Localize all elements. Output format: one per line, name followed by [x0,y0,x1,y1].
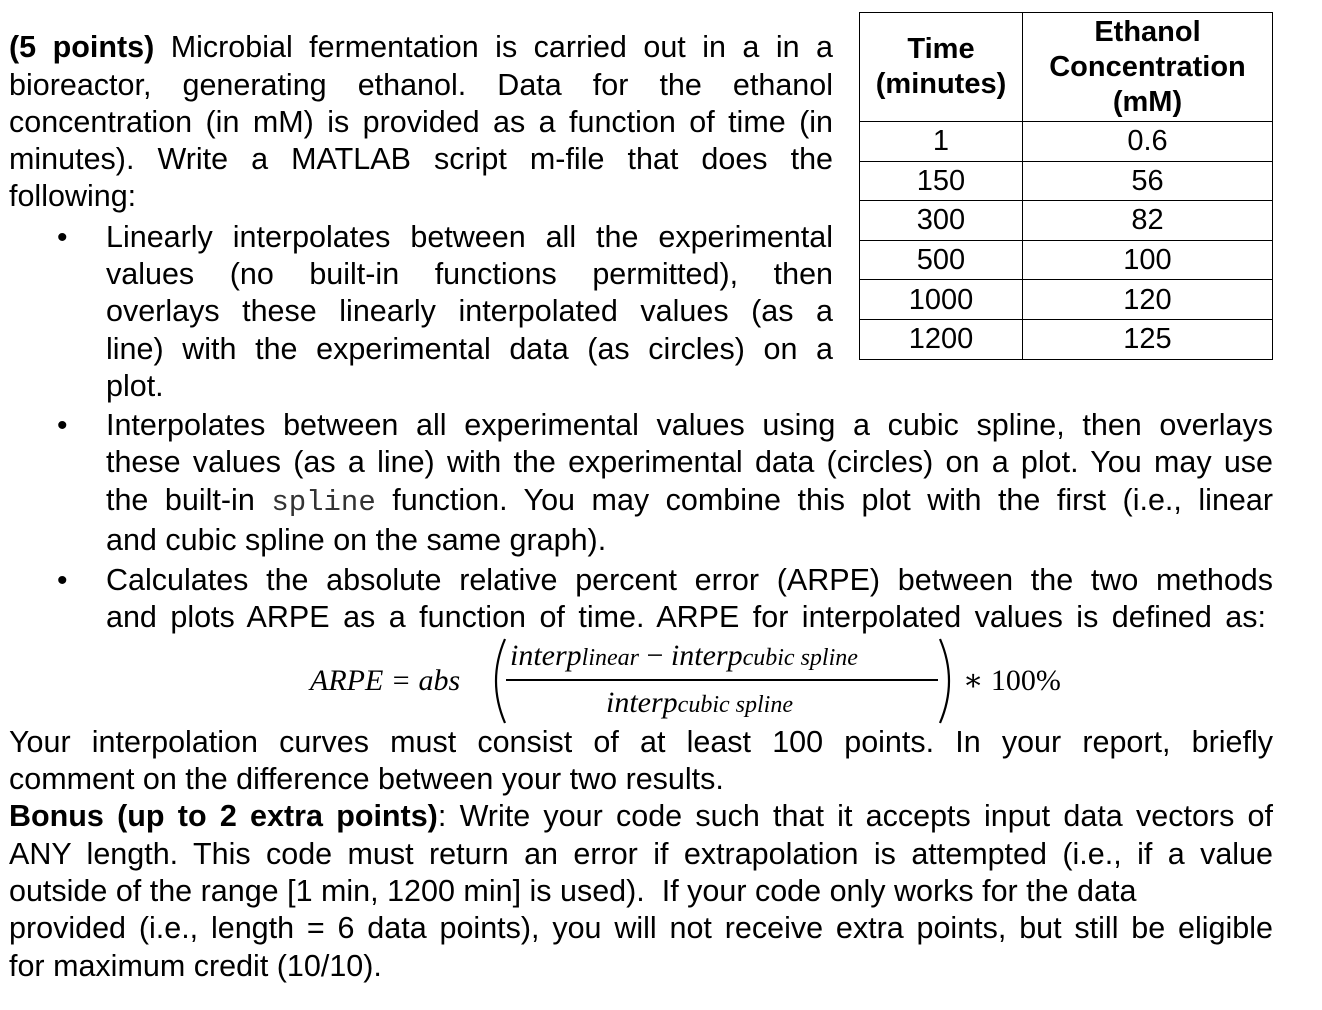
bullet-marker-1: • [57,221,68,254]
closing-line-2: comment on the difference between your two results. [9,762,724,796]
table-row [860,280,1273,320]
bullet-2-line-1: Interpolates between all experimental values using a cubic spline, then overlays [106,408,1273,442]
table-row [860,319,1273,359]
bullet-3-line-2: and plots ARPE as a function of time. ARPE for interpolated values is defined as: [106,600,1266,634]
time-cell: 150 [860,161,1023,201]
time-cell: 1000 [860,280,1023,320]
formula-denominator: interpcubic spline [606,686,793,719]
table-row [860,161,1273,201]
time-cell: 1 [860,122,1023,162]
closing-line-1: Your interpolation curves must consist of at least 100 points. In your report, briefly [9,725,1273,759]
intro-line-5: following: [9,179,137,213]
bullet-2-line-3: the built-in spline function. You may combine this plot with the first (i.e., linear [106,483,1273,519]
bullet-marker-3: • [57,564,68,597]
table-row [860,122,1273,162]
bullet-1-line-2: values (no built-in functions permitted), then [106,257,833,291]
intro-line-3: concentration (in mM) is provided as a function of time (in [9,105,833,139]
formula-lhs: ARPE = abs [310,664,461,697]
time-cell: 300 [860,201,1023,241]
formula-numerator: interplinear − interpcubic spline [510,639,858,672]
bonus-label: Bonus (up to 2 extra points) [9,799,438,833]
intro-line-2: bioreactor, generating ethanol. Data for the ethanol [9,68,833,102]
bullet-3-line-1: Calculates the absolute relative percent error (ARPE) between the two methods [106,563,1273,597]
bullet-2-line-4: and cubic spline on the same graph). [106,523,607,557]
table-row [860,240,1273,280]
fraction-bar [506,679,938,681]
concentration-column-header: Ethanol Concentration (mM) [1023,13,1273,122]
bonus-line-1: Bonus (up to 2 extra points): Write your code such that it accepts input data vectors of [9,799,1273,833]
concentration-cell: 120 [1023,280,1273,320]
time-cell: 500 [860,240,1023,280]
points-label: (5 points) [9,30,155,64]
bullet-1-line-5: plot. [106,369,164,403]
table-row [860,201,1273,241]
left-paren-icon [485,636,509,726]
time-column-header: Time (minutes) [860,13,1023,122]
time-cell: 1200 [860,319,1023,359]
spline-code: spline [271,486,376,519]
bullet-1-line-3: overlays these linearly interpolated values (as a [106,294,833,328]
right-paren-icon [936,636,960,726]
bonus-line-3: outside of the range [1 min, 1200 min] is used). If your code only works for the data [9,874,1137,908]
bonus-line-2: ANY length. This code must return an error if extrapolation is attempted (i.e., if a value [9,837,1273,871]
ethanol-data-table [859,12,1273,360]
arpe-formula [0,630,1322,730]
intro-line-4: minutes). Write a MATLAB script m-file that does the [9,142,833,176]
bullet-1-line-1: Linearly interpolates between all the experimental [106,220,833,254]
concentration-cell: 0.6 [1023,122,1273,162]
bullet-2-line-2: these values (as a line) with the experimental data (circles) on a plot. You may use [106,445,1273,479]
concentration-cell: 125 [1023,319,1273,359]
bullet-marker-2: • [57,409,68,442]
intro-line-1: (5 points) Microbial fermentation is carried out in a in a [9,30,833,64]
formula-tail: ∗ 100% [963,664,1061,697]
concentration-cell: 100 [1023,240,1273,280]
bullet-1-line-4: line) with the experimental data (as circles) on a [106,332,833,366]
bonus-line-5: for maximum credit (10/10). [9,949,382,983]
concentration-cell: 56 [1023,161,1273,201]
table-header-row [860,13,1273,122]
concentration-cell: 82 [1023,201,1273,241]
bonus-line-4: provided (i.e., length = 6 data points), you will not receive extra points, but still be eligible [9,911,1273,945]
